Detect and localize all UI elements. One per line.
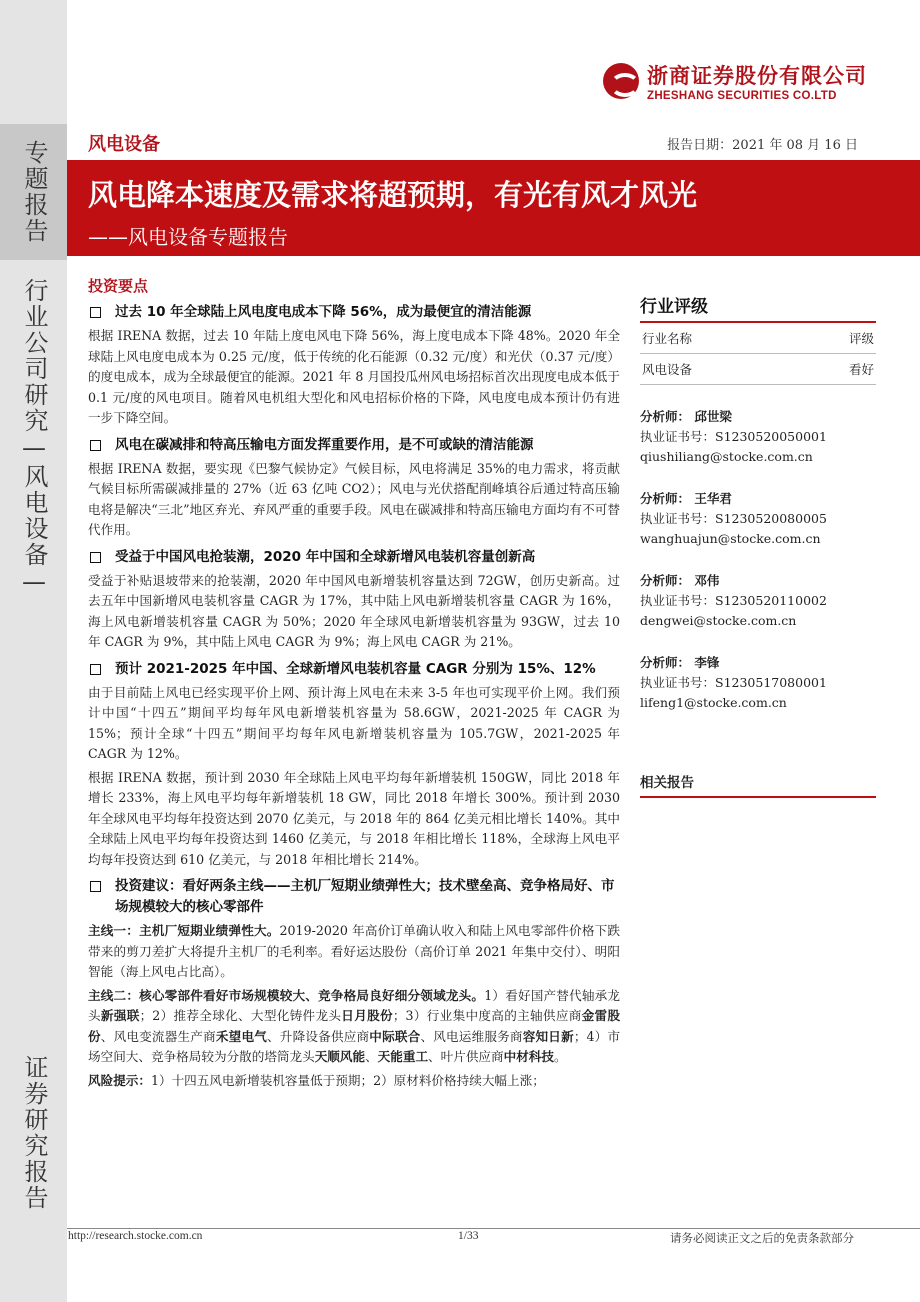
analyst-cert: 执业证书号：S1230520080005 — [640, 511, 827, 526]
report-date: 报告日期：2021 年 08 月 16 日 — [667, 138, 858, 153]
related-reports-heading: 相关报告 — [640, 771, 876, 798]
analyst-name: 分析师： 邓伟 — [640, 573, 720, 588]
report-title: 风电降本速度及需求将超预期，有光有风才风光 — [88, 178, 698, 212]
checkbox-bullet-icon — [90, 440, 101, 451]
report-subtitle: ——风电设备专题报告 — [88, 225, 288, 249]
analyst-cert: 执业证书号：S1230520050001 — [640, 429, 827, 444]
bullet-heading-3: 受益于中国风电抢装潮，2020 年中国和全球新增风电装机容量创新高 — [88, 547, 620, 568]
analyst-card — [640, 571, 876, 631]
checkbox-bullet-icon — [90, 881, 101, 892]
analyst-card — [640, 407, 876, 467]
paragraph-mainline-1: 主线一：主机厂短期业绩弹性大。2019-2020 年高价订单确认收入和陆上风电零部件价格下跌带来的剪刀差扩大将提升主机厂的毛利率。看好运达股份（高价订单 2021 年集中交付）、明阳智能（海上风电占比高）。 — [88, 923, 621, 979]
footer-disclaimer: 请务必阅读正文之后的免责条款部分 — [670, 1231, 854, 1245]
analyst-email[interactable]: dengwei@stocke.com.cn — [640, 613, 797, 628]
footer-url-link[interactable]: http://research.stocke.com.cn — [68, 1230, 203, 1242]
logo-company-name-cn: 浙商证券股份有限公司 — [647, 64, 867, 88]
main-content — [88, 275, 620, 1094]
bullet-heading-5: 投资建议：看好两条主线——主机厂短期业绩弹性大；技术壁垒高、竞争格局好、市场规模较大的核心零部件 — [88, 876, 620, 918]
analyst-email[interactable]: qiushiliang@stocke.com.cn — [640, 449, 813, 464]
page-number: 1/33 — [458, 1230, 479, 1242]
analyst-name: 分析师： 李锋 — [640, 655, 720, 670]
paragraph: 根据 IRENA 数据，过去 10 年陆上度电风电下降 56%，海上度电成本下降 48%。2020 年全球陆上风电度电成本为 0.25 元/度，低于传统的化石能源（0.32 元/度）和光伏（0.37 元/度）的度电成本，成为全球最便宜的能源。2021 年 8 月国投瓜州风电场招标首次出现度电成本低于 0.1 元/度的风电项目。随着风电机组大型化和风电招标价格的下降，风电度电成本预计仍有进一步下降空间。 — [88, 328, 620, 425]
analyst-cert: 执业证书号：S1230517080001 — [640, 675, 827, 690]
bullet-heading-1: 过去 10 年全球陆上风电度电成本下降 56%，成为最便宜的清洁能源 — [88, 302, 620, 323]
paragraph: 根据 IRENA 数据，预计到 2030 年全球陆上风电平均每年新增装机 150GW，同比 2018 年增长 233%，海上风电平均每年新增装机 18 GW，同比 2018 年增长 300%。预计到 2030 年全球风电平均每年投资达到 2070 亿美元，与 2018 年的 864 亿美元相比增长 140%。其中全球陆上风电平均每年投资达到 1460 亿美元，与 2018 年相比增长 118%，全球海上风电平均每年投资达到 610 亿美元，与 2018 年相比增长 214%。 — [88, 769, 620, 867]
paragraph: 由于目前陆上风电已经实现平价上网、预计海上风电在未来 3-5 年也可实现平价上网。我们预计中国“十四五”期间平均每年风电新增装机容量为 58.6GW，2021-2025 年 CAGR 为 15%；预计全球“十四五”期间平均每年风电新增装机容量为 105.7GW，2021-2025 年 CAGR 为 12%。 — [88, 684, 620, 761]
paragraph-risk: 风险提示：1）十四五风电新增装机容量低于预期；2）原材料价格持续大幅上涨； — [88, 1072, 545, 1088]
analyst-card — [640, 489, 876, 549]
company-logo — [603, 60, 867, 102]
logo-company-name-en: ZHESHANG SECURITIES CO.LTD — [647, 90, 837, 102]
rating-row: 行业名称 评级 — [640, 323, 876, 354]
bullet-heading-4: 预计 2021-2025 年中国、全球新增风电装机容量 CAGR 分别为 15%、12% — [88, 659, 620, 680]
analyst-name: 分析师： 邱世梁 — [640, 409, 732, 424]
analyst-email[interactable]: wanghuajun@stocke.com.cn — [640, 531, 821, 546]
sidebar-research-type: 行业公司研究—风电设备— — [20, 278, 48, 598]
rating-row: 风电设备 看好 — [640, 354, 876, 385]
checkbox-bullet-icon — [90, 307, 101, 318]
analyst-email[interactable]: lifeng1@stocke.com.cn — [640, 695, 787, 710]
paragraph-mainline-2: 主线二：核心零部件看好市场规模较大、竞争格局良好细分领域龙头。1）看好国产替代轴承龙头新强联；2）推荐全球化、大型化铸件龙头日月股份；3）行业集中度高的主轴供应商金雷股份、风电变流器生产商禾望电气、升降设备供应商中际联合、风电运维服务商容知日新；4）市场空间大、竞争格局较为分散的塔筒龙头天顺风能、天能重工、叶片供应商中材科技。 — [88, 987, 621, 1064]
paragraph: 受益于补贴退坡带来的抢装潮，2020 年中国风电新增装机容量达到 72GW，创历史新高。过去五年中国新增风电装机容量 CAGR 为 17%，其中陆上风电新增装机容量 CAGR 为 16%，海上风电新增装机容量 CAGR 为 50%；2020 年全球风电新增装机容量为 93GW，过去 10 年 CAGR 为 9%，其中陆上风电 CAGR 为 9%；海上风电 CAGR 为 21%。 — [88, 572, 620, 649]
checkbox-bullet-icon — [90, 552, 101, 563]
paragraph: 根据 IRENA 数据，要实现《巴黎气候协定》气候目标，风电将满足 35%的电力需求，将贡献气候目标所需碳减排量的 27%（近 63 亿吨 CO2）；风电与光伏搭配削峰填谷后通过特高压输电将是解决“三北”地区弃光、弃风严重的重要手段。风电在碳减排和特高压输电方面均有不可替代作用。 — [88, 460, 620, 537]
right-info-column — [640, 292, 876, 798]
section-title: 投资要点 — [88, 277, 149, 295]
sidebar-report-type: 专题报告 — [20, 140, 48, 244]
industry-category: 风电设备 — [88, 134, 160, 155]
sidebar-securities-report: 证券研究报告 — [20, 1055, 48, 1211]
rating-title: 行业评级 — [640, 292, 876, 323]
logo-mark-icon — [603, 63, 639, 99]
analyst-card — [640, 653, 876, 713]
bullet-heading-2: 风电在碳减排和特高压输电方面发挥重要作用，是不可或缺的清洁能源 — [88, 435, 620, 456]
analyst-cert: 执业证书号：S1230520110002 — [640, 593, 827, 608]
analyst-name: 分析师： 王华君 — [640, 491, 732, 506]
footer-divider — [67, 1228, 920, 1229]
checkbox-bullet-icon — [90, 664, 101, 675]
